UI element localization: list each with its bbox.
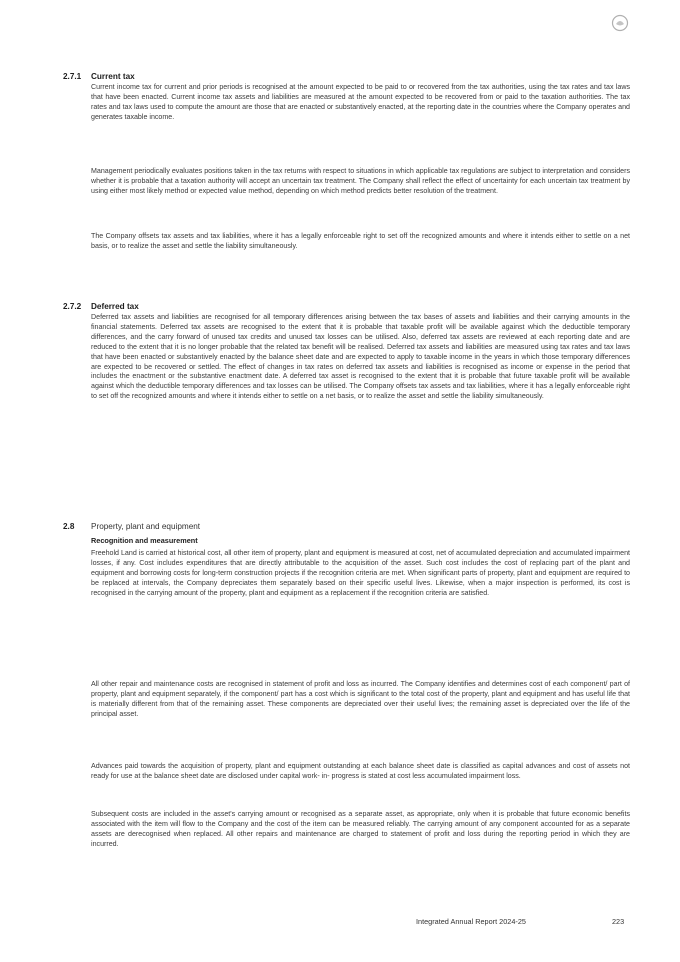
paragraph: Advances paid towards the acquisition of property, plant and equipment outstanding at each balance sheet date is classified as capital advances and cost of assets not ready for use at the balance sheet date are disclosed under capital work- in- progress is stated at cost less accumulated impairment loss. [91, 762, 630, 780]
section-heading-current-tax [63, 72, 135, 81]
paragraph: Subsequent costs are included in the asset's carrying amount or recognised as a separate asset, as appropriate, only when it is probable that future economic benefits associated with the item will flow to the Company and the cost of the item can be measured reliably. The carrying amount of any component accounted for as a separate assets are derecognised when replaced. All other repairs and maintenance are charged to statement of profit and loss during the reporting period in which they are incurred. [91, 810, 630, 848]
emblem-icon [611, 14, 629, 32]
paragraph: Current income tax for current and prior periods is recognised at the amount expected to be paid to or recovered from the tax authorities, using the tax rates and tax laws that have been enacted. Current income tax assets and liabilities are measured at the amount expected to be recovered from or paid to the taxation authorities. The tax rates and tax laws used to compute the amount are those that are enacted or substantively enacted, at the reporting date in the countries where the Company operates and generates taxable income. [91, 83, 630, 121]
section-title: Current tax [91, 72, 135, 81]
section-title: Property, plant and equipment [91, 522, 201, 531]
section-number: 2.7.2 [63, 302, 82, 311]
page-number: 223 [612, 917, 625, 926]
section-title: Deferred tax [91, 302, 139, 311]
subheading-recognition: Recognition and measurement [91, 536, 198, 545]
section-number: 2.8 [63, 522, 75, 531]
footer-report-title: Integrated Annual Report 2024-25 [416, 917, 526, 926]
paragraph: Freehold Land is carried at historical cost, all other item of property, plant and equipment is measured at cost, net of accumulated depreciation and accumulated impairment losses, if any. Cost includes expenditures that are directly attributable to the acquisition of the asset. Such cost includes the cost of replacing part of the plant and equipment and borrowing costs for long-term construction projects if the recognition criteria are met. When significant parts of property, plant and equipment are required to be replaced at intervals, the Company depreciates them separately based on their specific useful lives. Likewise, when a major inspection is performed, its cost is recognised in the carrying amount of the property, plant and equipment as a replacement if the recognition criteria are satisfied. [91, 549, 630, 597]
paragraph: Deferred tax assets and liabilities are recognised for all temporary differences arising between the tax bases of assets and liabilities and their carrying amounts in the financial statements. Deferred tax assets are recognised to the extent that it is probable that taxable profit will be available against which the deductible temporary differences, and the carry forward of unused tax credits and unused tax losses can be utilised. Also, deferred tax assets are reviewed at each reporting date and are reduced to the extent that it is no longer probable that the related tax benefit will be realised. Deferred tax assets and liabilities are measured using tax rates and tax laws that have been enacted or substantively enacted by the balance sheet date and are expected to apply to taxable income in the years in which those temporary differences are expected to be recovered or settled. The effect of changes in tax rates on deferred tax assets and liabilities is recognised as income or expense in the period that includes the enactment or the substantive enactment date. A deferred tax asset is recognised to the extent that it is probable that future taxable profit will be available against which the deductible temporary differences and tax losses can be utilised. The Company offsets tax assets and tax liabilities, where it has a legally enforceable right to set off the recognized amounts and where it intends either to settle on a net basis, or to realize the asset and settle the liability simultaneously. [91, 313, 630, 401]
section-number: 2.7.1 [63, 72, 82, 81]
paragraph: The Company offsets tax assets and tax liabilities, where it has a legally enforceable right to set off the recognized amounts and where it intends either to settle on a net basis, or to realize the asset and settle the liability simultaneously. [91, 232, 630, 250]
section-heading-ppe [63, 522, 200, 531]
paragraph: All other repair and maintenance costs are recognised in statement of profit and loss as incurred. The Company identifies and determines cost of each component/ part of property, plant and equipment separately, if the component/ part has a cost which is significant to the total cost of the property, plant and equipment and has useful life that is materially different from that of the remaining asset. These components are depreciated over their useful lives; the remaining asset is depreciated over the life of the principal asset. [91, 680, 630, 718]
section-heading-deferred-tax [63, 302, 139, 311]
paragraph: Management periodically evaluates positions taken in the tax returns with respect to situations in which applicable tax regulations are subject to interpretation and considers whether it is probable that a taxation authority will accept an uncertain tax treatment. The Company shall reflect the effect of uncertainty for each uncertain tax treatment by using either most likely method or expected value method, depending on which method predicts better resolution of the treatment. [91, 167, 630, 195]
